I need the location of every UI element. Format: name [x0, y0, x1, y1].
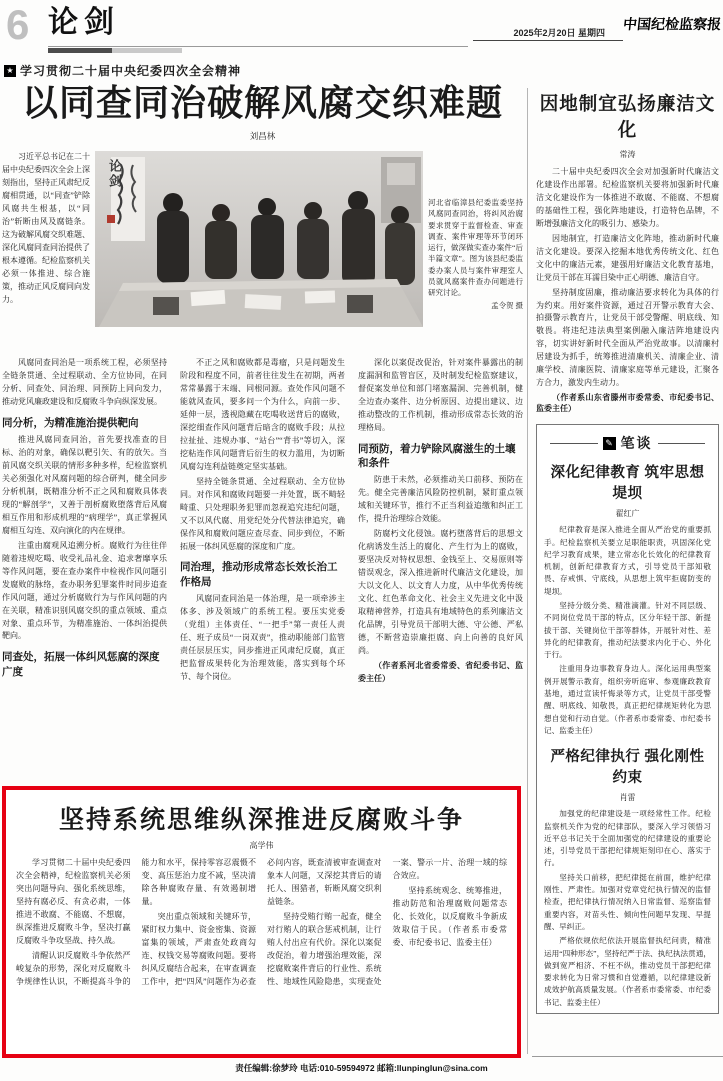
main-article — [2, 82, 523, 787]
article-paragraph: 坚持受贿行贿一起查，健全对行贿人的联合惩戒机制，让行贿人付出应有代价。深化以案促改促治，着力增强治理效能，深挖腐败案件背后的行业性、系统性、地域性风险隐患，实现查处一案、警示一片、治理一域的综合效应。 — [267, 858, 507, 986]
article-paragraph: 注重由腐观风追溯分析。腐败行为往往伴随着违规吃喝、收受礼品礼金、追求奢靡享乐等作风问题，要在查办案件中检视作风问题引发腐败的脉络，查办职务犯罪案件时同步追查作风问题，通过分析腐败行为与作风问题的内在关联，精准识别风腐交织的重点领域、重点对象、重点环节，为精准施治、一体纠治提供靶向。 — [2, 540, 167, 641]
boxed-article — [2, 786, 521, 1058]
main-article-byline: 刘昌林 — [249, 131, 276, 142]
article-paragraph: 加强党的纪律建设是一项经常性工作。纪检监察机关作为党的纪律部队，要深入学习领悟习近平总书记关于全面加强党的纪律建设的重要论述，引导党员干部把纪律规矩刻印在心、落实于行。 — [544, 809, 711, 868]
page-footer: 责任编辑:徐梦玲 电话:010-59594972 邮箱:llunpinglun@sina.com — [235, 1063, 488, 1073]
page-number: 6 — [6, 1, 30, 48]
kicker-text: 学习贯彻二十届中央纪委四次全会精神 — [20, 64, 242, 78]
photo-illustration — [95, 151, 423, 327]
section-heading: 同预防，着力铲除风腐滋生的土壤和条件 — [358, 442, 516, 470]
article-paragraph: 学习贯彻二十届中央纪委四次全会精神，纪检监察机关必须突出问题导向、强化系统思维，坚持有腐必反、有贪必肃，一体推进不敢腐、不能腐、不想腐，纵深推进反腐败斗争，坚决打赢反腐败斗争攻坚战、持久战。 — [16, 858, 131, 945]
bitan-article-title: 严格纪律执行 强化刚性约束 — [550, 749, 705, 787]
author-note: （作者系山东省滕州市委常委、市纪委书记、监委主任） — [536, 393, 719, 414]
article-paragraph: 不正之风和腐败都是毒瘤，只是问题发生阶段和程度不同，前者往往发生在初期，两者常常暴露于末端、同根同源。查处作风问题不能就风查风，要多问一个为什么，向前一步、延伸一层，透视隐藏在吃喝收送背后的腐败，深挖细查作风问题背后暗含的腐败手段；从拉拉扯扯、违规办事、“站台”“背书”等切入，深挖粘连作风问题背后衍生的权力滥用，为切断风腐勾连利益链奠定坚实基础。 — [180, 358, 345, 471]
sidebar-article-byline: 常涛 — [619, 150, 636, 159]
article-paragraph: 坚持分级分类、精准滴灌。针对不同层级、不同岗位党员干部的特点，区分年轻干部、新提拔干部、关键岗位干部等群体，开展针对性、差异化的纪律教育，推动纪法要求内化于心、外化于行。 — [544, 600, 711, 660]
bitan-article-byline: 肖雷 — [619, 793, 636, 803]
article-paragraph: 注重用身边事教育身边人。深化运用典型案例开展警示教育，组织旁听庭审、参观廉政教育基地，通过宣读忏悔录等方式，让党员干部受警醒、明底线、知敬畏，真正把纪律规矩转化为思想自觉和行动自觉。（作者系市委常委、市纪委书记、监委主任） — [544, 664, 711, 735]
article-paragraph: 因地制宜，打造廉洁文化阵地，推动新时代廉洁文化建设。要深入挖掘本地优秀传统文化、红色文化中的廉洁元素，建强用好廉洁文化教育基地，让党员干部在耳濡目染中正心明德、廉洁自守。 — [536, 233, 719, 282]
article-paragraph: 清醒认识反腐败斗争依然严峻复杂的形势，深化对反腐败斗争规律性认识，不断提高斗争的能力和水平，保持零容忍震慑不变、高压惩治力度不减，坚决清除各种腐败存量、有效遏制增量。 — [16, 858, 256, 986]
article-paragraph: 防患于未然，必须推动关口前移、预防在先。健全完善廉洁风险防控机制，紧盯重点领域和关键环节，推行不正当利益追缴和纠正工作，提升治理综合效能。 — [358, 475, 523, 524]
section-heading: 同分析，为精准施治提供靶向 — [2, 417, 139, 429]
header-rule-thick — [48, 48, 112, 53]
section-heading: 同治理，推动形成常态长效长治工作格局 — [180, 561, 338, 588]
boxed-article-byline: 高学伟 — [249, 841, 274, 850]
bitan-rule-right — [658, 443, 706, 444]
article-paragraph: 坚持全链条贯通、全过程联动、全方位协同。对作风和腐败问题要一并处置，既不畸轻畸重、只处理职务犯罪而忽视追究违纪问题，又不以风代腐、用党纪处分代替法律追究，确保作风和腐败问题应查尽查、同步到位，不断拓展一体纠风惩腐的深度和广度。 — [180, 476, 345, 551]
article-paragraph: 二十届中央纪委四次全会对加强新时代廉洁文化建设作出部署。纪检监察机关要将加强新时代廉洁文化建设作为一体推进不敢腐、不能腐、不想腐的基础性工程，强化阵地建设，打造特色品牌，不断增强廉洁文化的吸引力、感染力。 — [536, 167, 719, 228]
article-paragraph: 突出重点领域和关键环节，紧盯权力集中、资金密集、资源富集的领域，严肃查处政商勾连、权钱交易等腐败问题。要将纠风反腐结合起来，在审查调查工作中，把“四风”问题作为必查必问内容，既查清被审查调查对象本人问题，又深挖其背后的请托人、围猎者，斩断风腐交织利益链条。 — [141, 858, 382, 986]
article-paragraph: 坚持制度固廉，推动廉洁要求转化为具体的行为约束。用好案件资源，通过召开警示教育大会、拍摄警示教育片，让党员干部受警醒、明底线、知敬畏。将违纪违法典型案例融入廉洁阵地建设内容，切实讲好新时代全面从严治党故事。以清廉村居建设为抓手，统筹推进清廉机关、清廉企业、清廉学校、清廉医院、清廉家庭等单元建设，汇聚各方合力，激发内生动力。 — [536, 287, 719, 388]
article-paragraph: 严格依规依纪依法开展监督执纪问责，精准运用“四种形态”，坚持纪严于法、执纪执法贯通，做到宽严相济、不枉不纵，推动党员干部把纪律要求转化为日常习惯和自觉遵循，以纪律建设新成效护航高质量发展。（作者系市委常委、市纪委书记、监委主任） — [544, 936, 711, 1007]
photo-calligraphy-overlay: 论剑 — [107, 159, 122, 190]
article-paragraph: 风腐同查同治是一项系统工程，必须坚持全链条贯通、全过程联动、全方位协同，在同分析、同查处、同治理、同预防上同向发力，推动党风廉政建设和反腐败斗争向纵深发展。 — [2, 358, 167, 407]
article-paragraph: 推进风腐同查同治，首先要找准查的目标、治的对象，确保以靶引矢、有的放矢。当前风腐交织关联的情形多种多样，纪检监察机关必须强化对风腐问题的综合研判，健全同步分析机制，既精准分析不正之风和腐败具体表现的“解剖学”，又善于剖析腐败堕落背后风腐相互作用和形成机理的“病理学”，真正掌握风腐相互勾连、双向演化的内在规律。 — [2, 435, 167, 535]
author-note: （作者系河北省委常委、省纪委书记、监委主任） — [358, 660, 523, 683]
bitan-article-title: 深化纪律教育 筑牢思想堤坝 — [550, 465, 705, 503]
bitan-rule-left — [550, 443, 598, 444]
sidebar-article-title: 因地制宜弘扬廉洁文化 — [539, 95, 716, 141]
article-paragraph: 深化以案促改促治，针对案件暴露出的制度漏洞和监管盲区，及时制发纪检监察建议，督促案发单位和部门堵塞漏洞、完善机制，健全边查办案件、边分析原因、边提出建议、边推动整改的工作机制，推动形成常态长效的治理格局。 — [358, 358, 523, 432]
article-paragraph: 习近平总书记在二十届中央纪委四次全会上深刻指出，坚持正风肃纪反腐相贯通，以“同查”铲除风腐共生根基，以“同治”斩断由风及腐链条。这为破解风腐交织难题、深化风腐同查同治提供了根本遵循。纪检监察机关必须一体推进、综合施策，推动正风反腐同向发力。 — [2, 152, 90, 304]
bitan-label: 笔谈 — [620, 437, 653, 453]
bitan-article-byline: 翟红广 — [615, 509, 640, 519]
section-heading: 同查处，拓展一体纠风惩腐的深度广度 — [2, 651, 160, 678]
main-article-body — [2, 357, 523, 787]
section-title: 论剑 — [48, 6, 120, 39]
photo-caption-block — [428, 151, 523, 349]
article-paragraph: 防腐朽文化侵蚀。腐朽堕落背后的思想文化病诱发生活上的腐化、产生行为上的腐败，要坚决反对特权思想、金钱至上、交易原则等错误观念，深入推进新时代廉洁文化建设，加大以文化人、以文育人力度，从中华优秀传统文化、红色革命文化、社会主义先进文化中汲取精神营养，打造具有地域特色的系列廉洁文化品牌，引导党员干部明大德、守公德、严私德，不断营造崇廉拒腐、向上向善的良好风尚。 — [358, 529, 523, 655]
header-rule-thick-light — [112, 48, 182, 53]
bottom-rule — [532, 1056, 723, 1057]
column-divider — [527, 88, 528, 1054]
newspaper-masthead: 中国纪检监察报 — [622, 18, 722, 33]
news-photo — [95, 151, 423, 327]
party-emblem-icon: ★ — [4, 65, 16, 77]
pen-icon: ✎ — [603, 437, 616, 450]
main-article-title: 以同查同治破解风腐交织难题 — [21, 83, 503, 123]
sidebar-column — [536, 88, 719, 1014]
photo-credit: 孟令贺 摄 — [491, 301, 523, 311]
article-paragraph: 纪律教育是深入推进全面从严治党的重要抓手。纪检监察机关要立足职能职责，巩固深化党纪学习教育成果，建立常态化长效化的纪律教育机制，创新纪律教育方式，引导党员干部知敬畏、存戒惧、守底线，从思想上筑牢拒腐防变的堤坝。 — [544, 525, 711, 596]
header-rule — [48, 46, 468, 47]
page-date: 2025年2月20日 星期四 — [513, 28, 605, 38]
bitan-section — [536, 424, 719, 1014]
date-rule — [473, 40, 623, 41]
bitan-article — [544, 745, 711, 1009]
bitan-article — [544, 461, 711, 737]
photo-caption: 河北省临漳县纪委监委坚持风腐同查同治，将纠风治腐要求贯穿于监督检查、审查调查、案件审理等环节闭环运行，做深做实查办案件“后半篇文章”。图为该县纪委监委办案人员与案件审理室人员就风腐案件查办问题进行研究讨论。 — [428, 198, 523, 298]
kicker — [4, 62, 241, 79]
article-paragraph: 坚持关口前移，把纪律挺在前面，维护纪律刚性、严肃性。加强对党章党纪执行情况的监督检查，把纪律执行情况纳入日常监督、巡察监督重要内容，对苗头性、倾向性问题早发现、早提醒、早纠正。 — [544, 872, 711, 931]
article-paragraph: 坚持系统观念、统筹推进，推动防范和治理腐败问题常态化、长效化，以反腐败斗争新成效取信于民。（作者系市委常委、市纪委书记、监委主任） — [392, 885, 507, 947]
boxed-article-title: 坚持系统思维纵深推进反腐败斗争 — [58, 807, 464, 834]
article-paragraph: 风腐同查同治是一体治理，是一项牵涉主体多、涉及领域广的系统工程。要压实党委（党组）主体责任、“一把手”第一责任人责任、班子成员“一岗双责”，推动职能部门监管责任层层压实，同步推进正风肃纪反腐，真正把监督成果转化为治理效能，落实到每个环节、每个岗位。 — [180, 593, 345, 681]
page-header — [0, 0, 723, 58]
boxed-article-body — [16, 857, 507, 1045]
red-seal-icon — [107, 215, 115, 223]
